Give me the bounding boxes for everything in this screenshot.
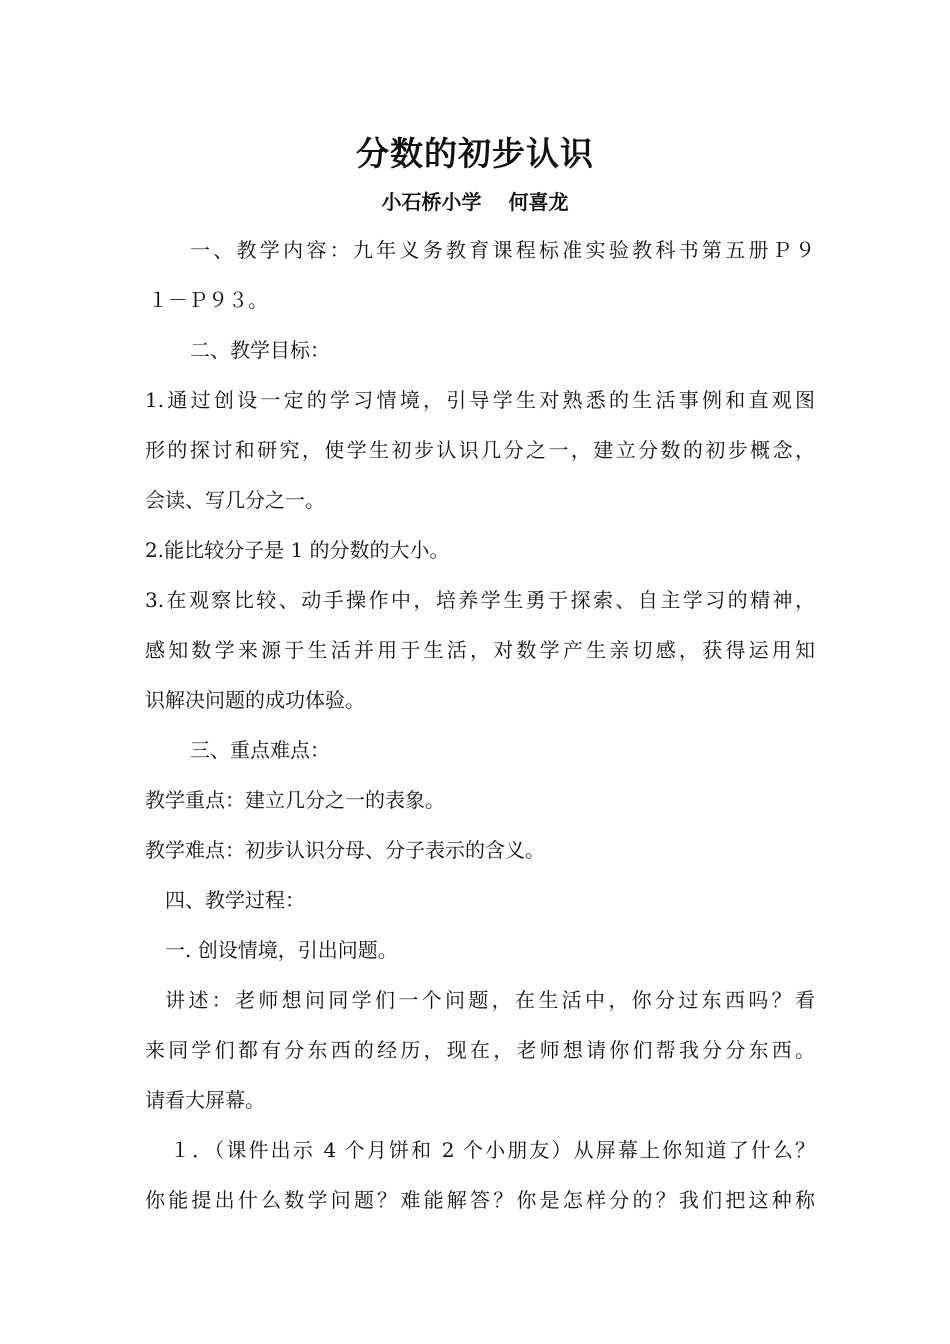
body-line: 教学难点：初步认识分母、分子表示的含义。: [145, 838, 545, 862]
body-line: 1.通过创设一定的学习情境，引导学生对熟悉的生活事例和直观图: [145, 388, 815, 412]
body-line: 二、教学目标：: [190, 338, 330, 362]
body-line: 一、教学内容：九年义务教育课程标准实验教科书第五册Ｐ９: [190, 238, 815, 262]
body-line: 三、重点难点：: [190, 738, 330, 762]
body-line: 感知数学来源于生活并用于生活，对数学产生亲切感，获得运用知: [145, 638, 815, 662]
body-line: 请看大屏幕。: [145, 1088, 265, 1112]
body-line: 一. 创设情境，引出问题。: [165, 938, 398, 962]
body-line: 讲述：老师想问同学们一个问题，在生活中，你分过东西吗？看: [165, 988, 815, 1012]
body-line: 四、教学过程：: [165, 888, 305, 912]
body-line: 3.在观察比较、动手操作中，培养学生勇于探索、自主学习的精神，: [145, 588, 815, 612]
document-subtitle: 小石桥小学 何喜龙: [381, 190, 569, 214]
document-title: 分数的初步认识: [356, 134, 594, 173]
body-line: 教学重点：建立几分之一的表象。: [145, 788, 445, 812]
body-line: １－Ｐ９３。: [148, 288, 268, 312]
body-line: 识解决问题的成功体验。: [145, 688, 365, 712]
body-line: １．（课件出示 4 个月饼和 2 个小朋友）从屏幕上你知道了什么？: [170, 1138, 815, 1162]
body-line: 来同学们都有分东西的经历，现在，老师想请你们帮我分分东西。: [145, 1038, 815, 1062]
body-line: 你能提出什么数学问题？难能解答？你是怎样分的？我们把这种称: [145, 1188, 815, 1212]
body-line: 会读、写几分之一。: [145, 488, 325, 512]
body-line: 形的探讨和研究，使学生初步认识几分之一，建立分数的初步概念，: [145, 438, 815, 462]
body-line: 2.能比较分子是 1 的分数的大小。: [145, 538, 450, 562]
